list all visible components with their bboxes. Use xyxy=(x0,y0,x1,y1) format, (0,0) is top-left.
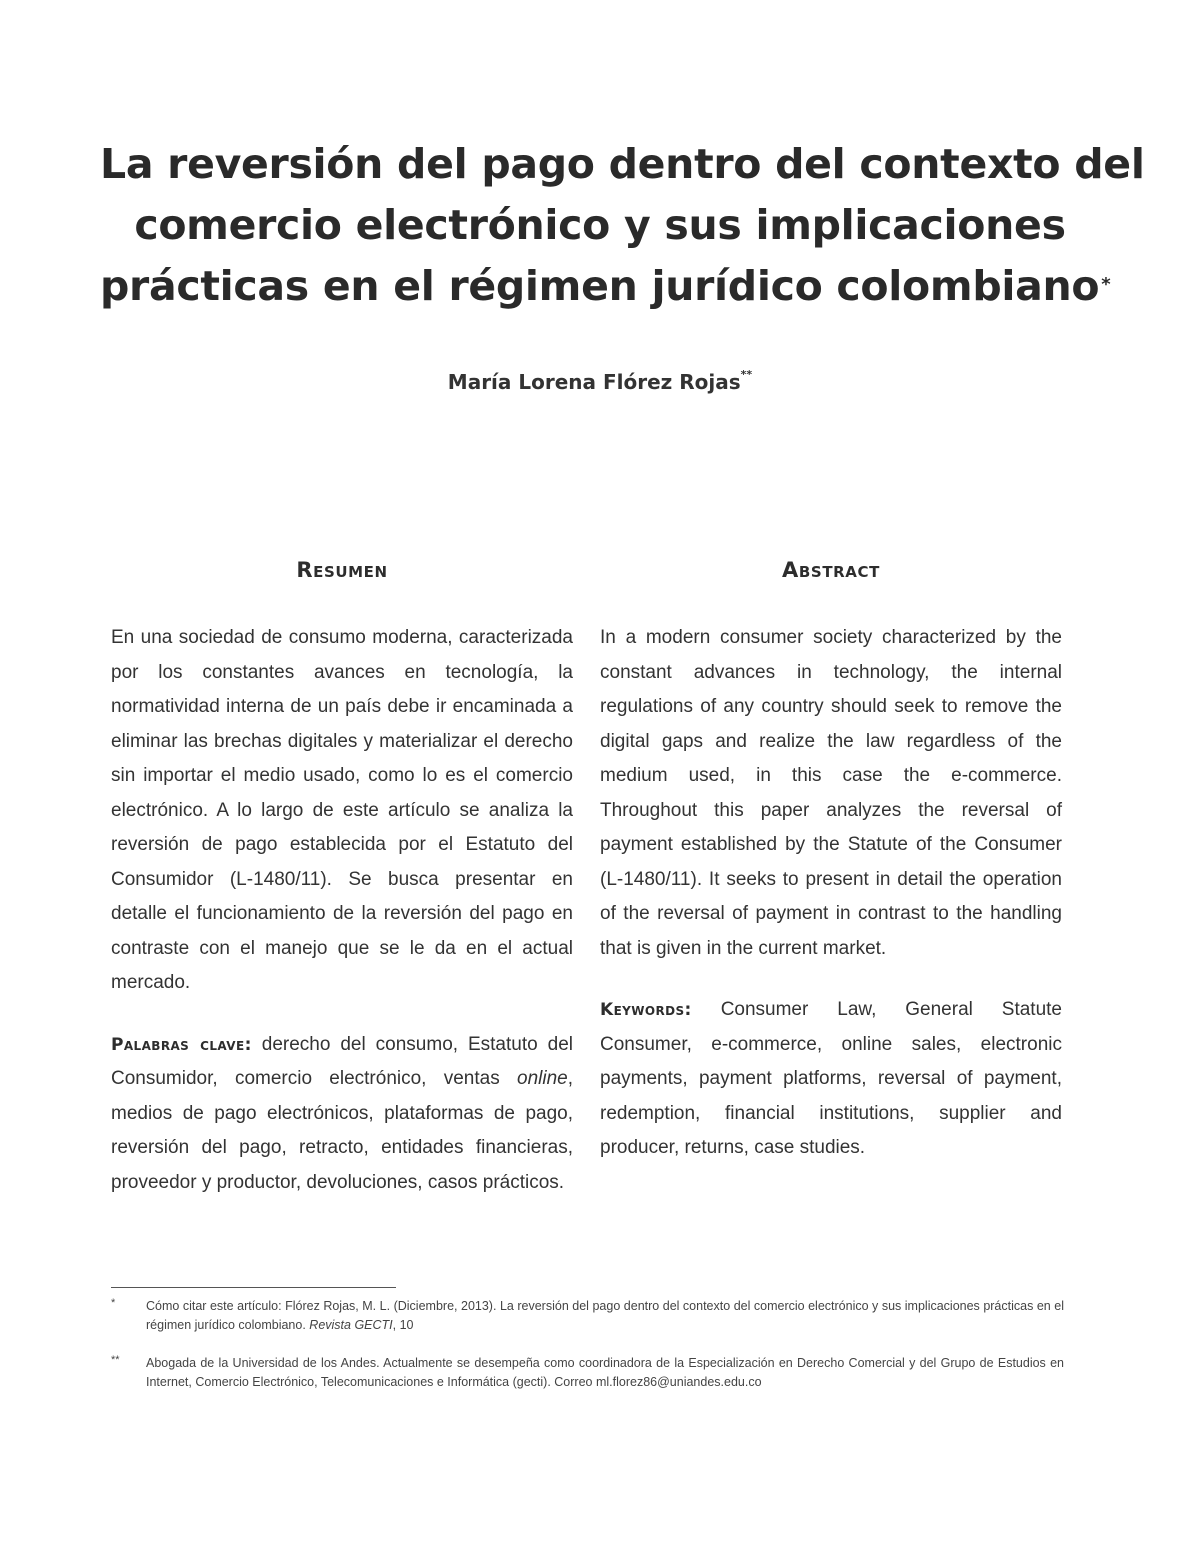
footnote-author xyxy=(111,1354,1064,1392)
resumen-heading: Resumen xyxy=(296,558,388,582)
resumen-text: En una sociedad de consumo moderna, caracterizada por los constantes avances en tecnología, la normatividad interna de un país debe ir encaminada a eliminar las brechas digitales y materializar el derecho sin importar el medio usado, como lo es el comercio electrónico. A lo largo de este artículo se analiza la reversión de pago establecida por el Estatuto del Consumidor (L-1480/11). Se busca presentar en detalle el funcionamiento de la reversión del pago en contraste con el manejo que se le da en el actual mercado. xyxy=(111,627,573,993)
footnote-1-mark: * xyxy=(111,1297,116,1309)
abstract-column xyxy=(600,555,1062,1166)
abstract-text: In a modern consumer society characterized by the constant advances in technology, the internal regulations of any country should seek to remove the digital gaps and realize the law regardless of the medium used, in this case the e-commerce. Throughout this paper analyzes the reversal of payment established by the Statute of the Consumer (L-1480/11). It seeks to present in detail the operation of the reversal of payment in contrast to the handling that is given in the current market. xyxy=(600,627,1062,959)
footnote-divider xyxy=(111,1287,396,1288)
abstract-heading: Abstract xyxy=(782,558,880,582)
resumen-keywords-part2: , medios de pago electrónicos, plataformas de pago, reversión del pago, retracto, entidades financieras, proveedor y productor, devoluciones, casos prácticos. xyxy=(111,1068,573,1193)
resumen-keywords-italic: online xyxy=(517,1068,568,1089)
title-line-3-text: prácticas en el régimen jurídico colombiano xyxy=(100,262,1100,310)
resumen-keywords-part1: derecho del consumo, Estatuto del Consumidor, comercio electrónico, ventas xyxy=(111,1033,573,1089)
title-line-2: comercio electrónico y sus implicaciones xyxy=(134,201,1066,249)
footnote-1-text-after: , 10 xyxy=(392,1318,414,1332)
title-line-3 xyxy=(100,256,1111,317)
resumen-column xyxy=(111,555,573,1200)
footnote-1-text xyxy=(146,1297,1064,1335)
footnote-2-mark: ** xyxy=(111,1354,120,1366)
footnote-2-text: Abogada de la Universidad de los Andes. Actualmente se desempeña como coordinadora de la Especialización en Derecho Comercial y del Grupo de Estudios en Internet, Comercio Electrónico, Telecomunicaciones e Informática (gecti). Correo ml.florez86@uniandes.edu.co xyxy=(146,1356,1064,1389)
title-footnote-mark: * xyxy=(1101,274,1111,295)
abstract-keywords xyxy=(600,993,1062,1166)
article-title xyxy=(100,134,1145,317)
abstract-keywords-text: Consumer Law, General Statute Consumer, e-commerce, online sales, electronic payments, payment platforms, reversal of payment, redemption, financial institutions, supplier and producer, returns, case studies. xyxy=(600,999,1063,1158)
resumen-keywords xyxy=(111,1028,573,1201)
footnote-1-journal: Revista GECTI xyxy=(309,1318,393,1332)
title-line-1: La reversión del pago dentro del contexto del xyxy=(100,140,1145,188)
author-footnote-mark: ** xyxy=(740,368,753,381)
author-byline xyxy=(300,370,900,394)
footnote-citation xyxy=(111,1297,1064,1335)
abstract-keywords-label: Keywords: xyxy=(600,1000,692,1020)
resumen-keywords-label: Palabras clave: xyxy=(111,1034,252,1055)
author-name: María Lorena Flórez Rojas xyxy=(447,370,741,394)
footnote-1-text-before: Cómo citar este artículo: Flórez Rojas, M. L. (Diciembre, 2013). La reversión del pago dentro del contexto del comercio electrónico y sus implicaciones prácticas en el régimen jurídico colombiano. xyxy=(146,1299,1064,1332)
